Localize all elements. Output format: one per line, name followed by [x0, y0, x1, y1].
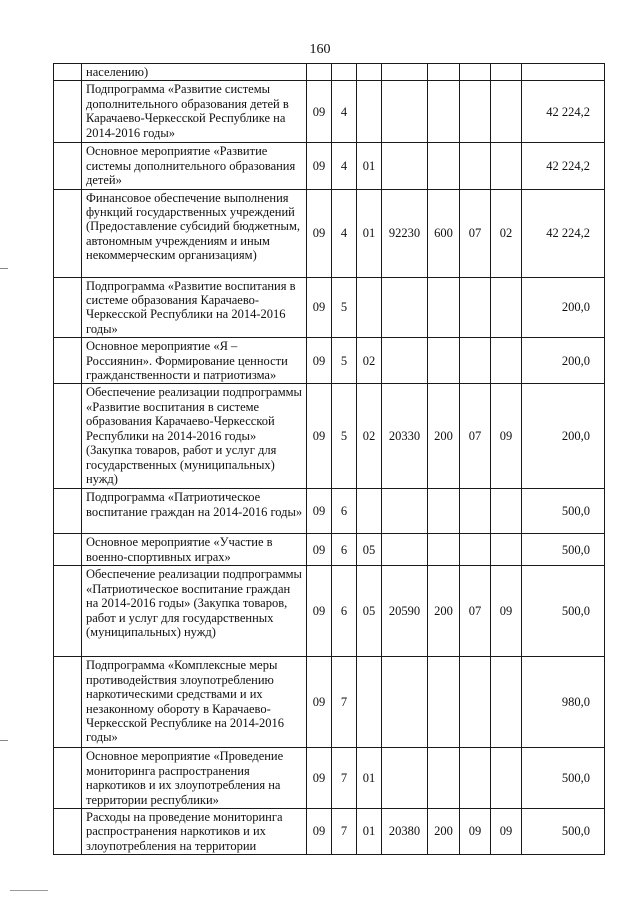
subsection-code: 7: [332, 657, 357, 748]
section-code: 09: [307, 808, 332, 854]
subsection-code: 4: [332, 81, 357, 143]
subsection-code: 5: [332, 277, 357, 338]
table-row: [54, 748, 605, 809]
subsection-code: 4: [332, 189, 357, 277]
activity-code: [357, 64, 382, 81]
item-name: Основное мероприятие «Развитие системы дополнительного образования детей»: [82, 143, 307, 189]
subsection-code: 5: [332, 338, 357, 384]
activity-code: [357, 489, 382, 534]
margin-tick: [0, 740, 8, 741]
subsection-code: 5: [332, 384, 357, 489]
chapter-code: [460, 64, 491, 81]
expense-type-code: 600: [428, 189, 460, 277]
margin-tick: [0, 268, 8, 269]
amount: 42 224,2: [522, 81, 605, 143]
chapter-code: [460, 143, 491, 189]
chapter-code: [460, 657, 491, 748]
activity-code: 01: [357, 748, 382, 809]
paragraph-code: [491, 748, 522, 809]
subsection-code: [332, 64, 357, 81]
section-code: 09: [307, 534, 332, 566]
subsection-code: 6: [332, 566, 357, 657]
expense-type-code: 200: [428, 808, 460, 854]
section-code: 09: [307, 338, 332, 384]
subsection-code: 6: [332, 534, 357, 566]
table-row: [54, 64, 605, 81]
subsection-code: 7: [332, 808, 357, 854]
expense-type-code: [428, 143, 460, 189]
expense-type-code: [428, 489, 460, 534]
expense-type-code: [428, 534, 460, 566]
paragraph-code: 02: [491, 189, 522, 277]
direction-code: 20380: [382, 808, 428, 854]
activity-code: 05: [357, 566, 382, 657]
subsection-code: 6: [332, 489, 357, 534]
paragraph-code: 09: [491, 808, 522, 854]
section-code: 09: [307, 748, 332, 809]
amount: 500,0: [522, 566, 605, 657]
paragraph-code: [491, 657, 522, 748]
direction-code: [382, 748, 428, 809]
budget-table: [53, 63, 605, 855]
chapter-code: 07: [460, 189, 491, 277]
section-code: 09: [307, 81, 332, 143]
subsection-code: 7: [332, 748, 357, 809]
table-row: [54, 534, 605, 566]
item-name: Подпрограмма «Патриотическое воспитание граждан на 2014-2016 годы»: [82, 489, 307, 534]
item-name: населению): [82, 64, 307, 81]
item-name: Подпрограмма «Комплексные меры противодействия злоупотреблению наркотическими средствами и их незаконному обороту в Карачаево-Черкесской Республике на 2014-2016 годы»: [82, 657, 307, 748]
index-cell: [54, 489, 82, 534]
table-row: [54, 81, 605, 143]
direction-code: 20590: [382, 566, 428, 657]
item-name: Расходы на проведение мониторинга распространения наркотиков и их злоупотребления на территории: [82, 808, 307, 854]
amount: 42 224,2: [522, 143, 605, 189]
page-number: 160: [309, 42, 331, 57]
paragraph-code: [491, 143, 522, 189]
expense-type-code: [428, 277, 460, 338]
direction-code: [382, 657, 428, 748]
item-name: Подпрограмма «Развитие системы дополнительного образования детей в Карачаево-Черкесской Республике на 2014-2016 годы»: [82, 81, 307, 143]
index-cell: [54, 189, 82, 277]
footer-rule: [10, 890, 48, 891]
table-row: [54, 657, 605, 748]
table-row: [54, 338, 605, 384]
direction-code: [382, 81, 428, 143]
index-cell: [54, 808, 82, 854]
chapter-code: [460, 489, 491, 534]
section-code: 09: [307, 143, 332, 189]
index-cell: [54, 338, 82, 384]
direction-code: [382, 489, 428, 534]
index-cell: [54, 384, 82, 489]
item-name: Финансовое обеспечение выполнения функций государственных учреждений (Предоставление субсидий бюджетным, автономным учреждениям и иным некоммерческим организациям): [82, 189, 307, 277]
activity-code: [357, 81, 382, 143]
expense-type-code: [428, 657, 460, 748]
index-cell: [54, 143, 82, 189]
paragraph-code: [491, 64, 522, 81]
direction-code: [382, 534, 428, 566]
item-name: Основное мероприятие «Проведение мониторинга распространения наркотиков и их злоупотребления на территории республики»: [82, 748, 307, 809]
activity-code: 02: [357, 384, 382, 489]
chapter-code: 09: [460, 808, 491, 854]
item-name: Основное мероприятие «Я – Россиянин». Формирование ценности гражданственности и патриотизма»: [82, 338, 307, 384]
direction-code: [382, 277, 428, 338]
expense-type-code: 200: [428, 384, 460, 489]
activity-code: 05: [357, 534, 382, 566]
section-code: [307, 64, 332, 81]
table-row: [54, 808, 605, 854]
chapter-code: [460, 277, 491, 338]
index-cell: [54, 748, 82, 809]
amount: 42 224,2: [522, 189, 605, 277]
activity-code: 01: [357, 808, 382, 854]
direction-code: 20330: [382, 384, 428, 489]
chapter-code: 07: [460, 384, 491, 489]
amount: 500,0: [522, 534, 605, 566]
amount: [522, 64, 605, 81]
amount: 500,0: [522, 808, 605, 854]
activity-code: 01: [357, 189, 382, 277]
table-row: [54, 566, 605, 657]
item-name: Обеспечение реализации подпрограммы «Патриотическое воспитание граждан на 2014-2016 годы» (Закупка товаров, работ и услуг для государственных (муниципальных) нужд): [82, 566, 307, 657]
index-cell: [54, 566, 82, 657]
table-row: [54, 189, 605, 277]
amount: 500,0: [522, 489, 605, 534]
section-code: 09: [307, 384, 332, 489]
section-code: 09: [307, 189, 332, 277]
direction-code: [382, 64, 428, 81]
expense-type-code: [428, 64, 460, 81]
activity-code: 01: [357, 143, 382, 189]
paragraph-code: 09: [491, 566, 522, 657]
index-cell: [54, 64, 82, 81]
chapter-code: [460, 748, 491, 809]
index-cell: [54, 657, 82, 748]
paragraph-code: [491, 489, 522, 534]
paragraph-code: [491, 534, 522, 566]
table-row: [54, 277, 605, 338]
amount: 200,0: [522, 384, 605, 489]
table-row: [54, 489, 605, 534]
paragraph-code: 09: [491, 384, 522, 489]
amount: 500,0: [522, 748, 605, 809]
amount: 200,0: [522, 277, 605, 338]
section-code: 09: [307, 566, 332, 657]
index-cell: [54, 277, 82, 338]
expense-type-code: [428, 748, 460, 809]
table-row: [54, 143, 605, 189]
expense-type-code: [428, 338, 460, 384]
expense-type-code: [428, 81, 460, 143]
activity-code: [357, 657, 382, 748]
item-name: Основное мероприятие «Участие в военно-спортивных играх»: [82, 534, 307, 566]
chapter-code: [460, 534, 491, 566]
paragraph-code: [491, 338, 522, 384]
expense-type-code: 200: [428, 566, 460, 657]
activity-code: 02: [357, 338, 382, 384]
section-code: 09: [307, 489, 332, 534]
chapter-code: [460, 338, 491, 384]
paragraph-code: [491, 277, 522, 338]
activity-code: [357, 277, 382, 338]
item-name: Обеспечение реализации подпрограммы «Развитие воспитания в системе образования Карачаево-Черкесской Республики на 2014-2016 годы» (Закупка товаров, работ и услуг для государственных (муниципальных) нужд): [82, 384, 307, 489]
chapter-code: 07: [460, 566, 491, 657]
amount: 980,0: [522, 657, 605, 748]
table-row: [54, 384, 605, 489]
subsection-code: 4: [332, 143, 357, 189]
section-code: 09: [307, 277, 332, 338]
direction-code: [382, 338, 428, 384]
direction-code: 92230: [382, 189, 428, 277]
index-cell: [54, 534, 82, 566]
chapter-code: [460, 81, 491, 143]
paragraph-code: [491, 81, 522, 143]
item-name: Подпрограмма «Развитие воспитания в системе образования Карачаево-Черкесской Республики на 2014-2016 годы»: [82, 277, 307, 338]
amount: 200,0: [522, 338, 605, 384]
direction-code: [382, 143, 428, 189]
section-code: 09: [307, 657, 332, 748]
index-cell: [54, 81, 82, 143]
